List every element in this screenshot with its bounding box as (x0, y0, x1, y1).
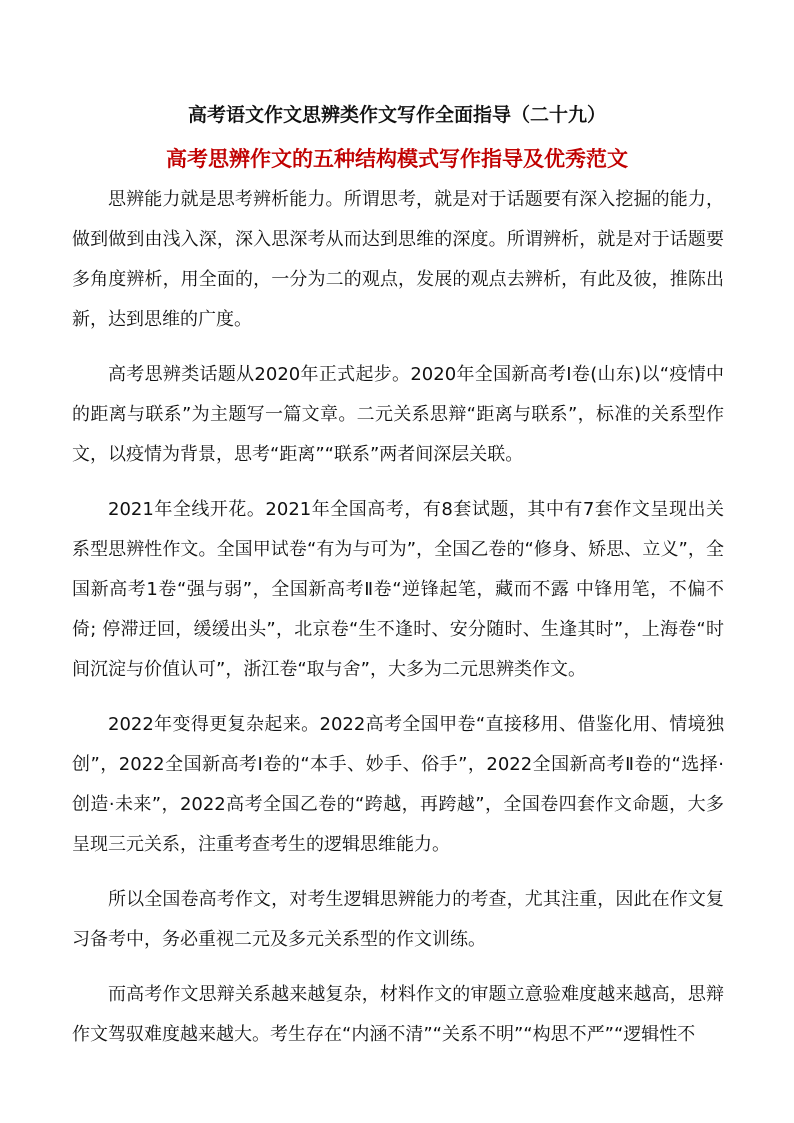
document-body (72, 180, 724, 1070)
paragraph-2: 高考思辨类话题从2020年正式起步。2020年全国新高考Ⅰ卷(山东)以“疫情中的距离与联系”为主题写一篇文章。二元关系思辩“距离与联系”，标准的关系型作文，以疫情为背景，思考“距离”“联系”两者间深层关联。 (72, 364, 724, 465)
document-subtitle: 高考思辨作文的五种结构模式写作指导及优秀范文 (166, 146, 628, 171)
paragraph-5: 所以全国卷高考作文，对考生逻辑思辨能力的考查，尤其注重，因此在作文复习备考中，务必重视二元及多元关系型的作文训练。 (72, 889, 724, 950)
paragraph-3: 2021年全线开花。2021年全国高考，有8套试题，其中有7套作文呈现出关系型思辨性作文。全国甲试卷“有为与可为”，全国乙卷的“修身、矫思、立义”，全国新高考1卷“强与弱”，全国新高考Ⅱ卷“逆锋起笔，藏而不露 中锋用笔，不偏不倚; 停滞迂回，缓缓出头”，北京卷“生不逢时、安分随时、生逢其时”，上海卷“时间沉淀与价值认可”，浙江卷“取与舍”，大多为二元思辨类作文。 (72, 499, 724, 680)
paragraph-1: 思辨能力就是思考辨析能力。所谓思考，就是对于话题要有深入挖掘的能力，做到做到由浅入深，深入思深考从而达到思维的深度。所谓辨析，就是对于话题要多角度辨析，用全面的，一分为二的观点，发展的观点去辨析，有此及彼，推陈出新，达到思维的广度。 (72, 189, 724, 330)
paragraph-4: 2022年变得更复杂起来。2022高考全国甲卷“直接移用、借鉴化用、情境独创”，2022全国新高考Ⅰ卷的“本手、妙手、俗手”，2022全国新高考Ⅱ卷的“选择·创造·未来”，2022高考全国乙卷的“跨越，再跨越”，全国卷四套作文命题，大多呈现三元关系，注重考查考生的逻辑思维能力。 (72, 714, 724, 855)
document-title: 高考语文作文思辨类作文写作全面指导（二十九） (187, 104, 606, 126)
paragraph-6: 而高考作文思辩关系越来越复杂，材料作文的审题立意验难度越来越高，思辩作文驾驭难度越来越大。考生存在“内涵不清”“关系不明”“构思不严”“逻辑性不 (72, 984, 724, 1045)
